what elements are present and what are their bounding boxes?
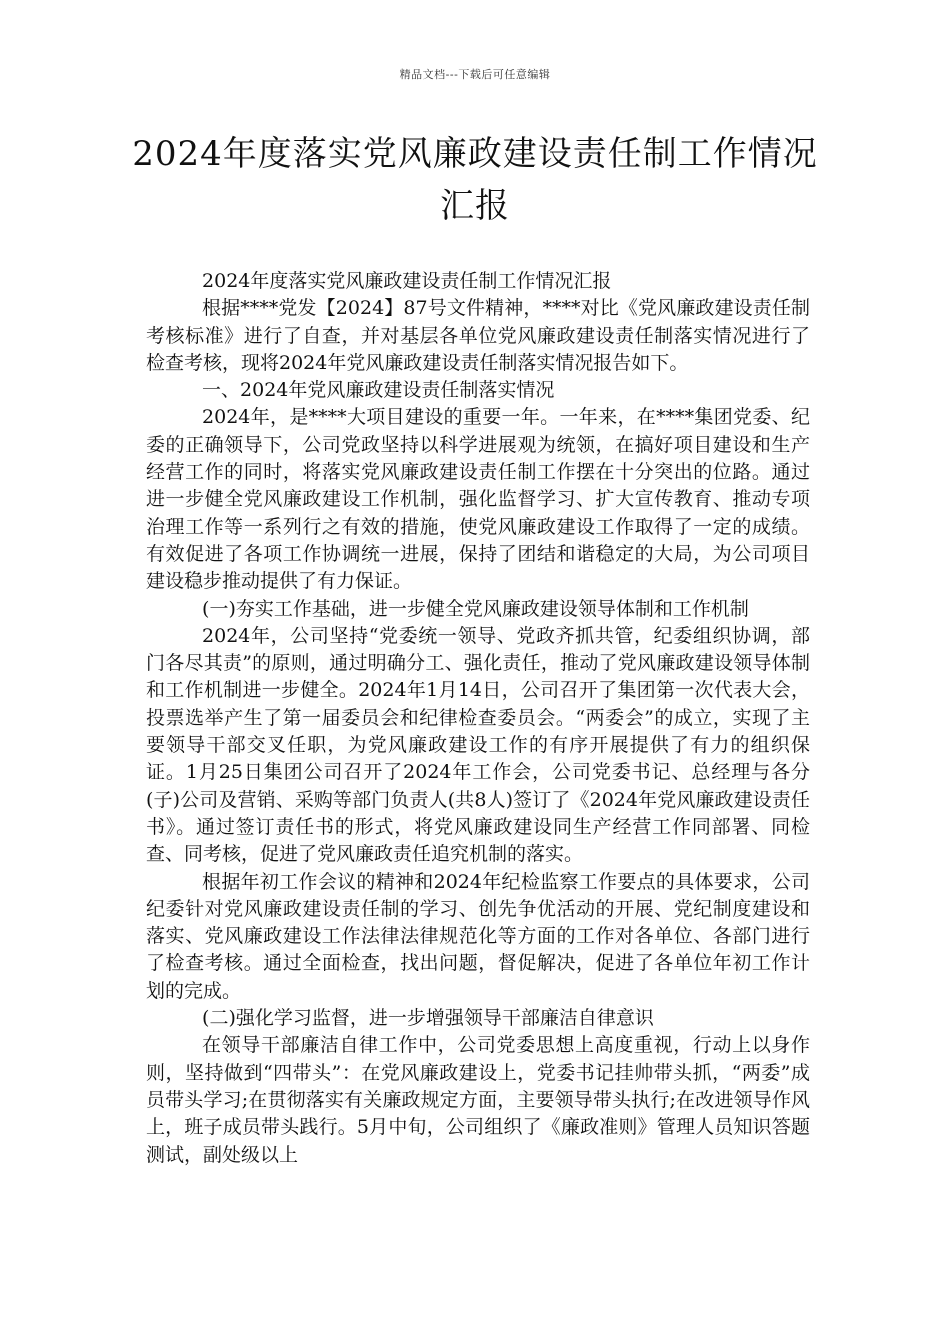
paragraph-subtitle: 2024年度落实党风廉政建设责任制工作情况汇报	[202, 270, 612, 292]
paragraph-inspection: 根据年初工作会议的精神和2024年纪检监察工作要点的具体要求，公司纪委针对党风廉政建设责任制的学习、创先争优活动的开展、党纪制度建设和落实、党风廉政建设工作法律法律规范化等方面的工作对各单位、各部门进行了检查考核。通过全面检查，找出问题，督促解决，促进了各单位年初工作计划的完成。	[146, 870, 810, 1002]
subsection-heading-2: (二)强化学习监督，进一步增强领导干部廉洁自律意识	[202, 1007, 654, 1030]
document-body	[146, 268, 810, 1169]
paragraph-intro: 根据****党发【2024】87号文件精神，****对比《党风廉政建设责任制考核标准》进行了自查，并对基层各单位党风廉政建设责任制落实情况进行了检查考核，现将2024年党风廉政建设责任制落实情况报告如下。	[146, 297, 810, 374]
subsection-heading-1: (一)夯实工作基础，进一步健全党风廉政建设领导体制和工作机制	[202, 597, 749, 620]
paragraph-overview: 2024年，是****大项目建设的重要一年。一年来，在****集团党委、纪委的正确领导下，公司党政坚持以科学进展观为统领，在搞好项目建设和生产经营工作的同时，将落实党风廉政建设责任制工作摆在十分突出的位路。通过进一步健全党风廉政建设工作机制，强化监督学习、扩大宣传教育、推动专项治理工作等一系列行之有效的措施，使党风廉政建设工作取得了一定的成绩。有效促进了各项工作协调统一进展，保持了团结和谐稳定的大局，为公司项目建设稳步推动提供了有力保证。	[146, 406, 810, 593]
paragraph-leadership: 2024年，公司坚持“党委统一领导、党政齐抓共管，纪委组织协调，部门各尽其责”的原则，通过明确分工、强化责任，推动了党风廉政建设领导体制和工作机制进一步健全。2024年1月14日，公司召开了集团第一次代表大会，投票选举产生了第一届委员会和纪律检查委员会。“两委会”的成立，实现了主要领导干部交叉任职，为党风廉政建设工作的有序开展提供了有力的组织保证。1月25日集团公司召开了2024年工作会，公司党委书记、总经理与各分(子)公司及营销、采购等部门负责人(共8人)签订了《2024年党风廉政建设责任书》。通过签订责任书的形式，将党风廉政建设同生产经营工作同部署、同检查、同考核，促进了党风廉政责任追究机制的落实。	[146, 624, 810, 866]
page-header-watermark: 精品文档---下载后可任意编辑	[399, 68, 551, 81]
document-title: 2024年度落实党风廉政建设责任制工作情况汇报	[132, 134, 818, 226]
section-heading-1: 一、2024年党风廉政建设责任制落实情况	[202, 379, 555, 402]
paragraph-self-discipline: 在领导干部廉洁自律工作中，公司党委思想上高度重视，行动上以身作则，坚持做到“四带头”：在党风廉政建设上，党委书记挂帅带头抓，“两委”成员带头学习;在贯彻落实有关廉政规定方面，主要领导带头执行;在改进领导作风上，班子成员带头践行。5月中旬，公司组织了《廉政准则》管理人员知识答题测试，副处级以上	[146, 1034, 810, 1166]
